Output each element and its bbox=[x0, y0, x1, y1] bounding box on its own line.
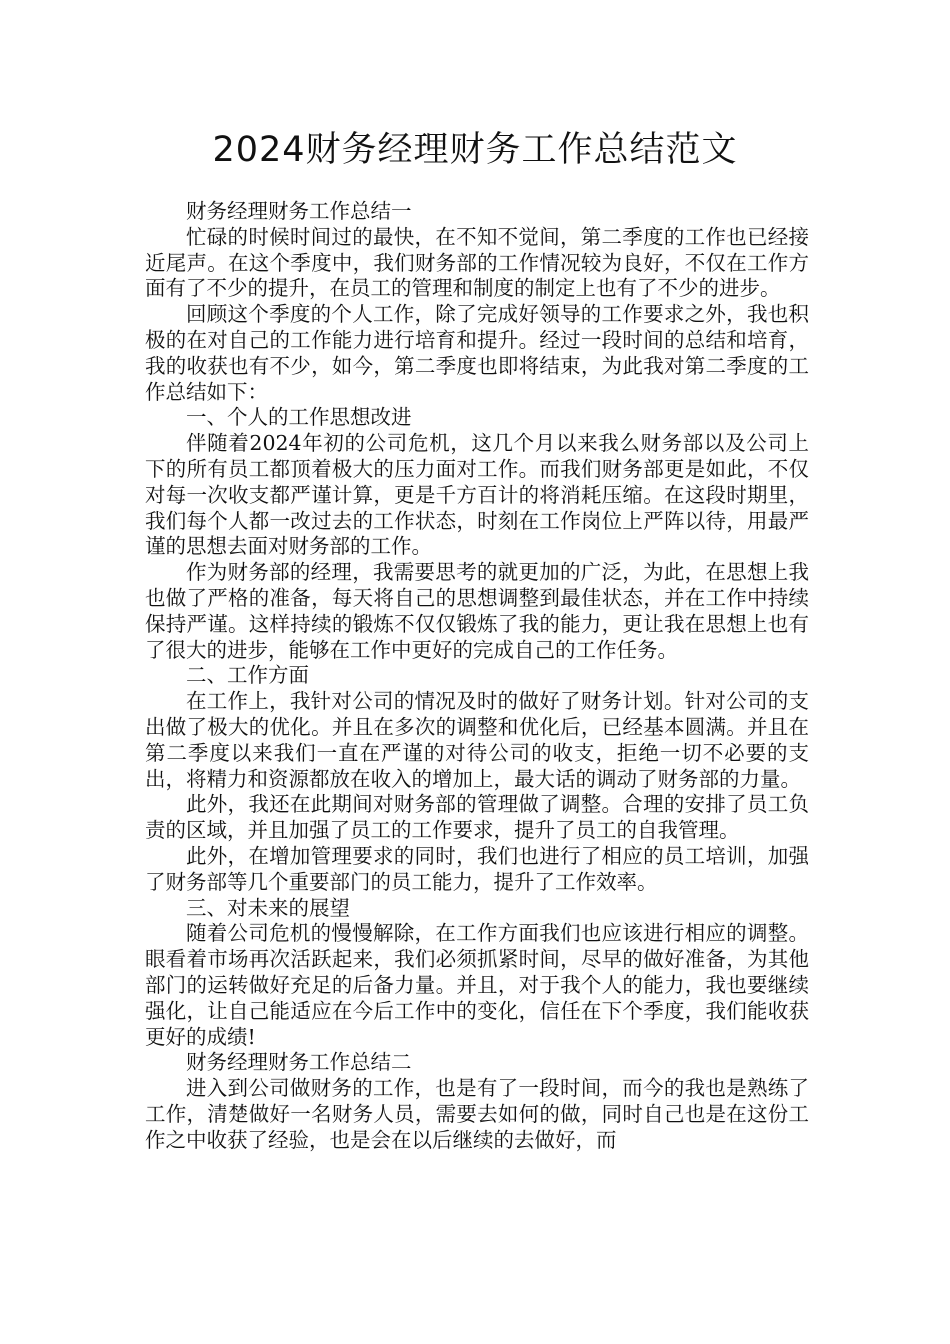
paragraph: 忙碌的时候时间过的最快，在不知不觉间，第二季度的工作也已经接近尾声。在这个季度中，我们财务部的工作情况较为良好，不仅在工作方面有了不少的提升，在员工的管理和制度的制定上也有了不少的进步。 bbox=[145, 224, 809, 301]
paragraph: 在工作上，我针对公司的情况及时的做好了财务计划。针对公司的支出做了极大的优化。并且在多次的调整和优化后，已经基本圆满。并且在第二季度以来我们一直在严谨的对待公司的收支，拒绝一切不必要的支出，将精力和资源都放在收入的增加上，最大话的调动了财务部的力量。 bbox=[145, 689, 809, 791]
section-heading-work: 二、工作方面 bbox=[186, 663, 309, 688]
paragraph: 此外，我还在此期间对财务部的管理做了调整。合理的安排了员工负责的区域，并且加强了员工的工作要求，提升了员工的自我管理。 bbox=[145, 792, 809, 843]
paragraph: 回顾这个季度的个人工作，除了完成好领导的工作要求之外，我也积极的在对自己的工作能力进行培育和提升。经过一段时间的总结和培育，我的收获也有不少，如今，第二季度也即将结束，为此我对第二季度的工作总结如下： bbox=[145, 302, 809, 404]
section-heading-outlook: 三、对未来的展望 bbox=[186, 895, 350, 920]
paragraph: 作为财务部的经理，我需要思考的就更加的广泛，为此，在思想上我也做了严格的准备，每天将自己的思想调整到最佳状态，并在工作中持续保持严谨。这样持续的锻炼不仅仅锻炼了我的能力，更让我在思想上也有了很大的进步，能够在工作中更好的完成自己的工作任务。 bbox=[145, 560, 809, 662]
section-heading-personal-thinking: 一、个人的工作思想改进 bbox=[186, 405, 412, 430]
document-title: 2024财务经理财务工作总结范文 bbox=[212, 130, 738, 170]
document-body bbox=[145, 199, 809, 1153]
section-heading-summary-one: 财务经理财务工作总结一 bbox=[186, 199, 412, 223]
paragraph: 伴随着2024年初的公司危机，这几个月以来我么财务部以及公司上下的所有员工都顶着极大的压力面对工作。而我们财务部更是如此，不仅对每一次收支都严谨计算，更是千方百计的将消耗压缩。在这段时期里，我们每个人都一改过去的工作状态，时刻在工作岗位上严阵以待，用最严谨的思想去面对财务部的工作。 bbox=[145, 431, 809, 559]
paragraph: 随着公司危机的慢慢解除，在工作方面我们也应该进行相应的调整。眼看着市场再次活跃起来，我们必须抓紧时间，尽早的做好准备，为其他部门的运转做好充足的后备力量。并且，对于我个人的能力，我也要继续强化，让自己能适应在今后工作中的变化，信任在下个季度，我们能收获更好的成绩! bbox=[145, 921, 809, 1049]
section-heading-summary-two: 财务经理财务工作总结二 bbox=[186, 1050, 412, 1075]
paragraph: 此外，在增加管理要求的同时，我们也进行了相应的员工培训，加强了财务部等几个重要部门的员工能力，提升了工作效率。 bbox=[145, 843, 809, 894]
paragraph: 进入到公司做财务的工作，也是有了一段时间，而今的我也是熟练了工作，清楚做好一名财务人员，需要去如何的做，同时自己也是在这份工作之中收获了经验，也是会在以后继续的去做好，而 bbox=[145, 1076, 809, 1152]
